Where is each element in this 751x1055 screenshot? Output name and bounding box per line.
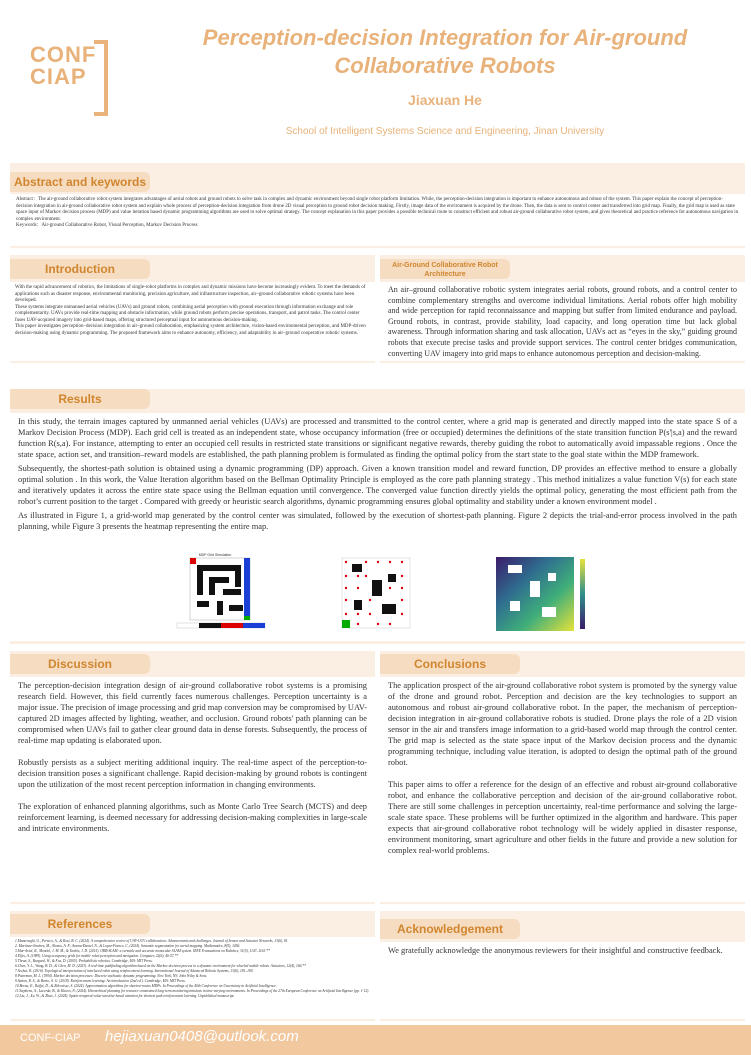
abstract-heading: Abstract and keywords [10, 172, 150, 192]
reference-item: 2. Martinez-Jiménez, M., Alonso, A. F., Arama-Daniel, N., & Lopez-Franco, C. (2024). Semantic segmentation for aerial mapping. Mathematics, 8(9), 1456. [15, 944, 241, 948]
intro-paragraph-1: With the rapid advancement of robotics, the limitations of single-robot platforms in complex and dynamic missions have become increasingly evident. To meet the demands of applications such as disaster response, environmental monitoring, precision agriculture, and infrastructure inspection, air–ground collaborative robotic systems have been developed. [15, 285, 366, 303]
figure-3-heatmap [490, 551, 595, 637]
reference-item: 9.Sutton, R. S., & Barto, A. G. (2018). Reinforcement learning: An introduction (2nd ed.). Cambridge, MA: MIT Press. [15, 979, 186, 983]
results-paragraph-3: As illustrated in Figure 1, a grid-world map generated by the control center was simulated, followed by the execution of shortest-path planning. Figure 2 depicts the trial-and-error process involved in the path planning, while Figure 3 presents the heatmap representing the entire map. [18, 511, 737, 531]
references-body [10, 937, 375, 1019]
architecture-body [380, 282, 745, 361]
abstract-body [10, 194, 745, 246]
discussion-body [10, 677, 375, 902]
figure-2-svg [332, 554, 422, 634]
figure-1-title: MDP Grid Simulation [198, 553, 232, 557]
results-heading: Results [10, 389, 150, 409]
conclusions-paragraph-2: This paper aims to offer a reference for the design of an effective and robust air-ground collaborative robot, and enhance the collaborative perception and decision of the air-ground collaborative robot. There are still some challenges in perception uncertainty, real-time performance and solving the large-scale state space. These problems will be further optimized in the algorithm and hardware. This paper expects that air-ground collaborative robot technology will be widely applied in disaster response, environment monitoring, smart agriculture and other fields in the future and provide a new solution for complex real-world problems. [388, 780, 737, 855]
poster-footer [0, 1025, 751, 1055]
figure-2-trial-process [332, 554, 422, 634]
intro-paragraph-3: This paper investigates perception–decision integration in air–ground collaboration, emphasizing system architecture, vision-based environmental perception, and MDP-driven decision-making using dynamic programming. The proposed framework aims to enhance autonomy, efficiency, and adaptability in air–ground cooperative robotic systems. [15, 324, 366, 336]
abstract-text: Abstract：The air-ground collaborative robot system integrates advantages of aerial robots and ground robots to solve task in complex and dynamic environment beyond single robot platform limitation. While, the perception-decision integration is important to enhance autonomous and robust of the system. This paper explain the concept of perception-decision integration in air-ground collaborative robot system and explain whole process of perception-decision integration from drone 2D visual perception to ground robot decision making. Firstly, image data of the environment is acquired by the drone. Then, the data is sent to control center and transferred into grid map. Finally, the grid map is used as state space input of Markov decision process (MDP) and value iteration based dynamic programming algorithms are used to solve optimal strategy. The concept explanation in this paper provides a possible technical route to construct efficient and robust air-ground collaborative robot system, and gives theoretical and practice reference for autonomous navigation in complex environment. [16, 197, 739, 222]
reference-item: 10.Bernu, E., Raffet, D., & Rilcruisse, S. (2024). Approximation algorithms for shortest-routes MDPs. In Proceedings of the 40th Conference on Uncertainty in Artificial Intelligence. [15, 984, 277, 988]
discussion-paragraph-3: The exploration of enhanced planning algorithms, such as Monte Carlo Tree Search (MCTS) and deep reinforcement learning, is deemed necessary for addressing decision-making complexities in large-scale and intricate environments. [18, 802, 367, 833]
intro-paragraph-2: These systems integrate unmanned aerial vehicles (UAVs) and ground robots, combining aerial perception with ground execution through information exchange and role complementarity. UAVs provide real-time mapping and obstacle information, while ground robots perform precise operations, transport, and patrol tasks. The control center fuses UAV-acquired imagery into grid-based maps, offering structured perceptual input for autonomous decision-making. [15, 304, 360, 323]
architecture-panel [380, 255, 745, 363]
acknowledgement-panel [380, 911, 745, 1021]
abstract-panel [10, 163, 745, 248]
reference-item: 3.Mur-Artal, R., Montiel, J. M. M., & Tardós, J. D. (2015). ORB-SLAM: a versatile and accurate monocular SLAM system. IEEE Transactions on Robotics, 31(5), 1147–1163.** [15, 949, 270, 953]
conclusions-heading: Conclusions [380, 654, 520, 674]
conference-logo [30, 40, 110, 118]
introduction-heading: Introduction [10, 259, 150, 279]
keywords-text: Keywords：Air-ground Collaborative Robot, Visual Perception, Markov Decision Process [16, 223, 198, 228]
results-panel [10, 389, 745, 644]
introduction-panel [10, 255, 375, 363]
author-affiliation: School of Intelligent Systems Science and Engineering, Jinan University [285, 126, 605, 137]
architecture-text: An air–ground collaborative robotic system integrates aerial robots, ground robots, and a control center to combine complementary strengths and overcome individual limitations. Aerial robots offer high mobility and wide perception for rapid reconnaissance and mapping but suffer from limited endurance and payload. Ground robots, in contrast, provide stability, load capacity, and long operation time but lack global awareness. Through information sharing and task allocation, UAVs act as “eyes in the sky,” guiding ground robots that execute precise tasks and provide support services. The control center bridges communication, converting UAV imagery into grid maps to enhance autonomous perception and decision-making. [388, 285, 737, 358]
discussion-panel [10, 651, 375, 904]
results-paragraph-1: In this study, the terrain images captured by unmanned aerial vehicles (UAVs) are processed and transmitted to the control center, where a grid map is generated and directly mapped into the state space S of a Markov Decision Process (MDP). Each grid cell is treated as an independent state, whose occupancy information (free or occupied) determines the definitions of the state transition function P(s'|s,a) and the reward function R(s,a). For instance, attempting to enter an occupied cell results in restricted state transitions or significant negative rewards, thereby guiding the robot to automatically avoid impassable regions . Once the state space, action set, and transition–reward models are established, the path planning problem is formulated as finding the optimal policy from the start state to the goal state within the MDP framework. [18, 417, 737, 459]
conclusions-body [380, 677, 745, 902]
logo-line-2: CIAP [30, 64, 87, 89]
discussion-heading: Discussion [10, 654, 150, 674]
poster-title: Perception-decision Integration for Air-ground Collaborative Robots [202, 25, 688, 78]
results-paragraph-2: Subsequently, the shortest-path solution is obtained using a dynamic programming (DP) approach. Given a known transition model and reward function, DP provides an effective method to ensure a globally optimal solution . In this work, the Value Iteration algorithm based on the Bellman Optimality Principle is employed as the core path planning strategy . This method initializes a value function V(s) for each state and iteratively updates it across the entire state space using the Bellman equation until convergence. The converged value function directly yields the optimal policy, generating the most efficient path from the robot’s current position to the target . Compared with greedy or heuristic search algorithms, dynamic programming ensures global optimality and stability under a known environment model . [18, 464, 737, 506]
footer-email[interactable]: hejiaxuan0408@outlook.com [105, 1028, 299, 1045]
poster-header [0, 0, 751, 150]
figure-1-svg [165, 551, 275, 637]
reference-item: 12.Liu, J., Xu, W., & Zhao, J. (2024). Spatio-temporal value-sensitive based attention for shortest path reinforcement learning. Unpublished manuscript. [15, 994, 235, 998]
reference-item: 11.Stephens, A., Lacerda, B., & Hawes, N. (2024). Hierarchical planning for resource-constrained long-term monitoring missions in time-varying environments. In Proceedings of the 27th European Conference on Artificial Intelligence (pp. 1-12). [15, 989, 370, 993]
reference-item: 7.Sechai, K. (2016). Topological interpretation of interlaced robot using reinforcement learning. International Journal of Advanced Robotic Systems, 13(6), 181–190. [15, 969, 254, 973]
conclusions-panel [380, 651, 745, 904]
reference-item: 5.Thrun, S., Burgard, W., & Fox, D. (2005). Probabilistic robotics. Cambridge, MA: MIT Press. [15, 959, 153, 963]
reference-item: 6.Chen, Y. L., Wang, B. D., & Chen, M. D. (2023). A real-time pathfinding algorithm based on the Markov decision process in a dynamic environment for wheeled mobile robots. Actuators, 12(4), 166.** [15, 964, 306, 968]
conclusions-paragraph-1: The application prospect of the air-ground collaborative robot system is promoted by the synergy value of the drone and ground robot. Perception and decision are the key technologies to support an autonomous and robust air-ground collaborative robot. In the paper, the mechanism of perception-decision integration in air-ground collaborative robots is studied. Drone plays the role of a 2D vision sensor in the air and transfers image information to a grid-based world map through the control center. The grid map is selected as the state space input of the Markov decision process and the dynamic programming technique, including value iteration, is adopted to design the optimal path of the ground robot. [388, 681, 737, 767]
logo-bracket-shape [94, 40, 108, 116]
footer-organization: CONF-CIAP [20, 1032, 81, 1044]
figure-1-grid-simulation [165, 551, 275, 637]
author-name: Jiaxuan He [408, 92, 482, 108]
discussion-paragraph-1: The perception-decision integration design of air-ground collaborative robot systems is a promising research field. However, this field currently faces numerous challenges. Perception uncertainty is a major issue. The precision of image processing and grid map conversion may be compromised by UAV-captured 2D images affected by lighting, weather, and occlusion. Ground robots' path planning can be compromised when UAVs fail to gather clear ground data in dense forests. Subsequently, the process of real-time map updating is elaborated upon. [18, 681, 367, 745]
acknowledgement-text: We gratefully acknowledge the anonymous reviewers for their insightful and constructive feedback. [388, 946, 723, 955]
references-heading: References [10, 914, 150, 934]
figure-3-svg [490, 551, 595, 637]
introduction-body [10, 282, 375, 361]
acknowledgement-heading: Acknowledgement [380, 919, 520, 939]
reference-item: 8.Puterman, M. L. (1994). Markov decision processes: Discrete stochastic dynamic programming. New York, NY: John Wiley & Sons. [15, 974, 208, 978]
reference-item: 1.Mazzeraghi, G., Persico, A., & Rosi, B. C. (2024). A comprehensive review of UAV-UGV collaboration: Advancements and challenges. Journal of Sensor and Actuator Networks, 13(6), 81. [15, 939, 289, 943]
acknowledgement-body [380, 942, 745, 1019]
logo-line-1: CONF [30, 42, 97, 67]
references-panel [10, 911, 375, 1021]
architecture-heading: Air-Ground Collaborative Robot Architecture [380, 259, 510, 279]
discussion-paragraph-2: Robustly persists as a subject meriting additional inquiry. The real-time aspect of the perception-to-decision transition poses a significant challenge. Rapid decision-making by ground robots is contingent upon the utilization of the most recent perception information in changing environments. [18, 758, 367, 789]
reference-item: 4.Elfes, A. (1989). Using occupancy grids for mobile robot perception and navigation. Computer, 22(6), 46-57.** [15, 954, 179, 958]
references-list [15, 939, 370, 999]
